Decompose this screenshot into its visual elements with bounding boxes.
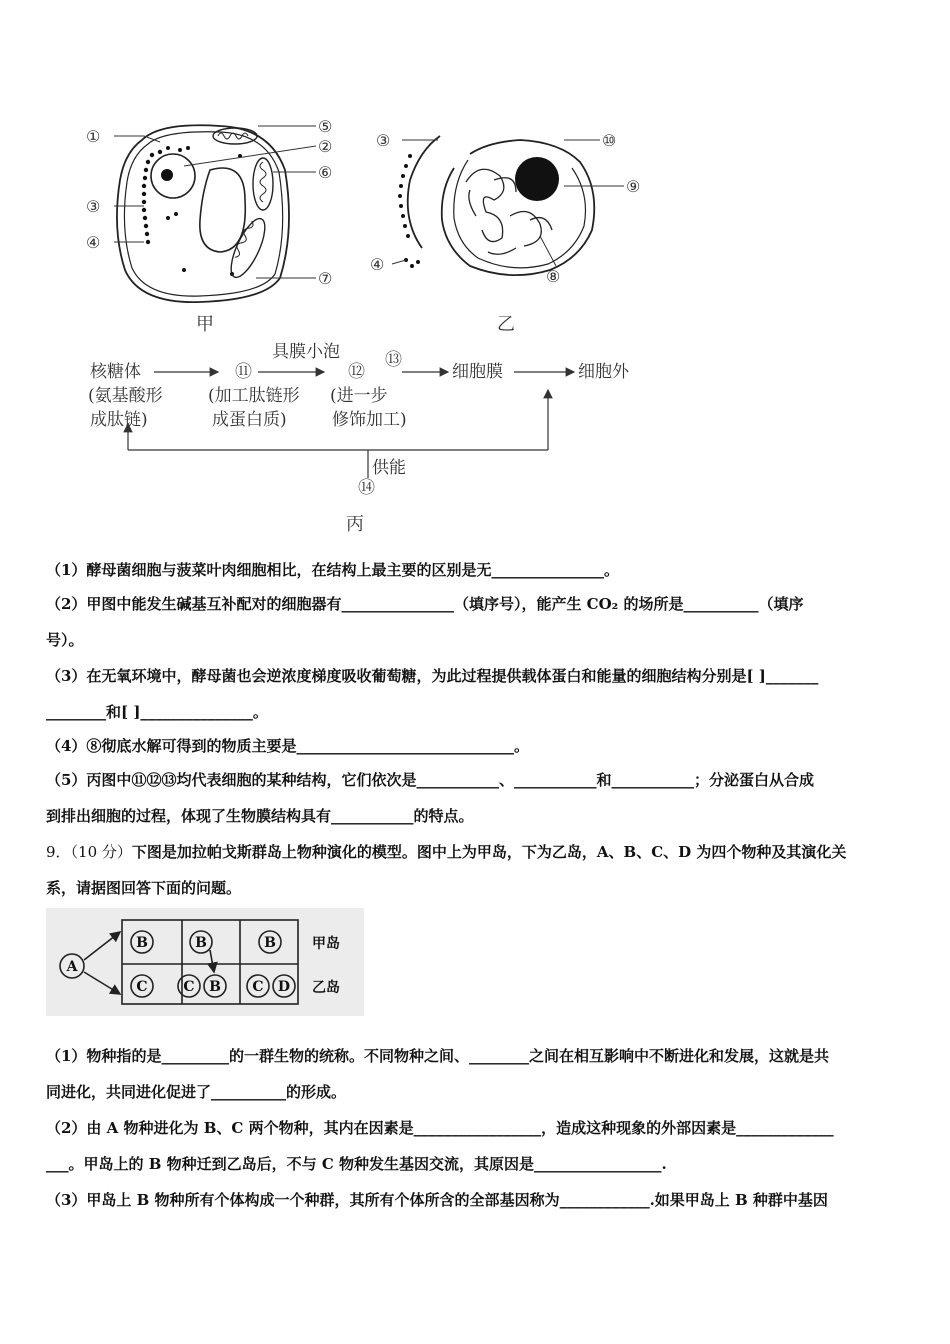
flow-vesicle: 具膜小泡 <box>272 342 340 362</box>
flow-ribosome-note-1: (氨基酸形 <box>88 386 163 406</box>
question-4: （4）⑧彻底水解可得到的物质主要是_____________________________。 <box>46 737 529 755</box>
flow-step-11-note-1: (加工肽链形 <box>208 386 300 406</box>
question-5-line-1: （5）丙图中⑪⑫⑬均代表细胞的某种结构，它们依次是___________、___________和___________；分泌蛋白从合成 <box>46 771 814 789</box>
problem-9-number: 9．（10 分） <box>46 843 132 861</box>
flow-step-12: ⑫ <box>348 362 365 382</box>
species-top-3: B <box>264 935 276 951</box>
problem-9-q2-line-2: ___。甲岛上的 B 物种迁到乙岛后，不与 C 物种发生基因交流，其原因是_________________. <box>46 1155 667 1173</box>
island-top-label: 甲岛 <box>312 936 340 952</box>
cell-yi-diagram <box>370 120 660 300</box>
species-bottom-2: C <box>183 979 195 995</box>
marker-3b: ③ <box>376 131 391 150</box>
problem-9-stem-line-1 <box>46 842 846 862</box>
flow-energy: 供能 <box>372 458 406 478</box>
marker-6: ⑥ <box>318 163 333 182</box>
question-5-line-2: 到排出细胞的过程，体现了生物膜结构具有___________的特点。 <box>46 807 474 825</box>
marker-7: ⑦ <box>318 269 333 288</box>
flow-ribosome: 核糖体 <box>90 362 141 382</box>
label-jia: 甲 <box>196 314 214 335</box>
species-bottom-4: C <box>252 979 264 995</box>
question-2-line-2: 号）。 <box>46 631 84 649</box>
marker-8: ⑧ <box>546 267 561 286</box>
species-bottom-5: D <box>277 979 291 995</box>
marker-10: ⑩ <box>602 131 617 150</box>
flow-ribosome-note-2: 成肽链) <box>90 410 148 430</box>
marker-5: ⑤ <box>318 117 333 136</box>
question-2-line-1: （2）甲图中能发生碱基互补配对的细胞器有_______________（填序号），能产生 CO₂ 的场所是__________（填序 <box>46 595 804 613</box>
cell-jia-diagram <box>80 110 350 310</box>
question-1: （1）酵母菌细胞与菠菜叶肉细胞相比，在结构上最主要的区别是无_______________。 <box>46 561 619 579</box>
problem-9-q1-line-1: （1）物种指的是_________的一群生物的统称。不同物种之间、________之间在相互影响中不断进化和发展，这就是共 <box>46 1047 829 1065</box>
problem-9-q2-line-1: （2）由 A 物种进化为 B、C 两个物种，其内在因素是_________________，造成这种现象的外部因素是_____________ <box>46 1119 834 1137</box>
species-bottom-3: B <box>209 979 221 995</box>
species-top-2: B <box>195 935 207 951</box>
flow-outside: 细胞外 <box>578 362 629 382</box>
marker-3: ③ <box>86 197 101 216</box>
species-bottom-1: C <box>136 979 148 995</box>
species-a: A <box>66 959 78 975</box>
label-yi: 乙 <box>497 314 515 335</box>
flow-step-13: ⑬ <box>385 350 402 370</box>
marker-9: ⑨ <box>626 177 641 196</box>
label-bing: 丙 <box>346 514 364 535</box>
problem-9-stem-text: 下图是加拉帕戈斯群岛上物种演化的模型。图中上为甲岛，下为乙岛，A、B、C、D 为四个物种及其演化关 <box>131 843 847 861</box>
flow-membrane: 细胞膜 <box>452 362 503 382</box>
flow-step-12-note-1: (进一步 <box>330 386 388 406</box>
marker-4b: ④ <box>370 255 385 274</box>
flow-step-11: ⑪ <box>235 362 252 382</box>
problem-9-q1-line-2: 同进化，共同进化促进了__________的形成。 <box>46 1083 347 1101</box>
island-bottom-label: 乙岛 <box>312 980 340 996</box>
species-top-1: B <box>136 935 148 951</box>
flow-step-14: ⑭ <box>358 478 375 498</box>
marker-1: ① <box>86 127 101 146</box>
question-3-line-2: ________和[ ]_______________。 <box>46 703 268 721</box>
flow-step-11-note-2: 成蛋白质) <box>212 410 287 430</box>
marker-4: ④ <box>86 233 101 252</box>
problem-9-stem-line-2: 系，请据图回答下面的问题。 <box>46 879 242 897</box>
marker-2: ② <box>318 137 333 156</box>
evolution-model-figure <box>46 908 364 1016</box>
problem-9-q3-line-1: （3）甲岛上 B 物种所有个体构成一个种群，其所有个体所含的全部基因称为____________.如果甲岛上 B 种群中基因 <box>46 1191 828 1209</box>
flow-step-12-note-2: 修饰加工) <box>332 410 407 430</box>
question-3-line-1: （3）在无氧环境中，酵母菌也会逆浓度梯度吸收葡萄糖，为此过程提供载体蛋白和能量的细胞结构分别是[ ]_______ <box>46 667 819 685</box>
